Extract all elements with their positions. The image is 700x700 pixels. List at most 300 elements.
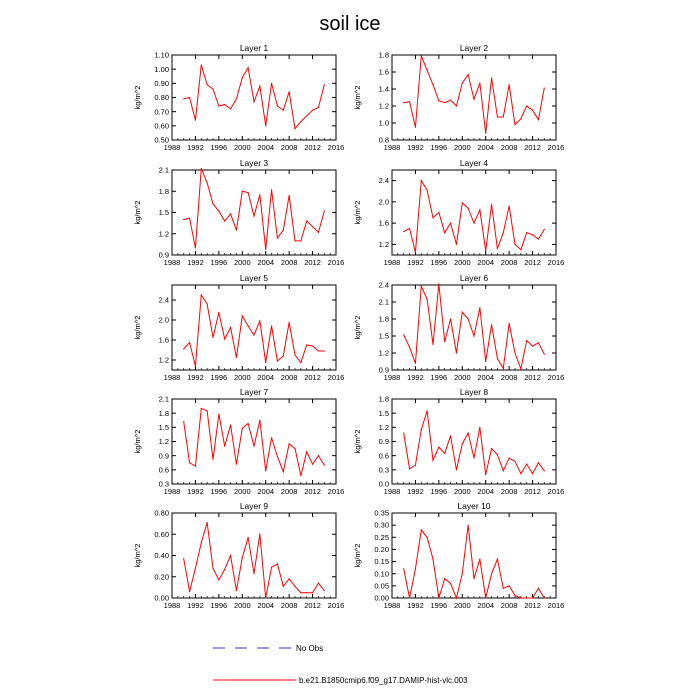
x-tick-label: 2000 <box>233 487 251 496</box>
data-point <box>259 320 260 321</box>
data-point <box>456 244 457 245</box>
data-point <box>207 410 208 411</box>
y-tick-label: 0.9 <box>158 451 169 461</box>
y-tick-label: 0.20 <box>154 572 169 582</box>
x-tick-label: 2004 <box>477 373 495 382</box>
data-point <box>503 232 504 233</box>
data-point <box>520 368 521 369</box>
x-tick-label: 2008 <box>500 373 518 382</box>
data-point <box>271 567 272 568</box>
x-tick-label: 2012 <box>524 487 541 496</box>
data-point <box>242 557 243 558</box>
data-point <box>289 91 290 92</box>
data-point <box>415 127 416 128</box>
x-tick-label: 2008 <box>280 601 298 610</box>
y-tick-label: 0.9 <box>158 250 169 260</box>
x-tick-label: 2012 <box>304 143 321 152</box>
y-tick-label: 0.6 <box>378 451 389 461</box>
x-tick-label: 2012 <box>304 487 321 496</box>
x-tick-label: 2004 <box>257 373 275 382</box>
data-point <box>283 230 284 231</box>
data-point <box>201 168 202 169</box>
data-point <box>438 100 439 101</box>
y-tick-label: 2.1 <box>378 297 389 307</box>
data-point <box>503 470 504 471</box>
data-point <box>468 318 469 319</box>
data-point <box>421 55 422 56</box>
data-point <box>236 357 237 358</box>
data-point <box>236 230 237 231</box>
data-point <box>415 465 416 466</box>
data-point <box>491 324 492 325</box>
y-tick-label: 0.10 <box>374 569 389 579</box>
data-point <box>324 350 325 351</box>
data-point <box>485 133 486 134</box>
y-axis-label: kg/m^2 <box>133 429 142 454</box>
x-tick-label: 1992 <box>407 258 424 267</box>
data-point <box>218 414 219 415</box>
data-point <box>230 213 231 214</box>
data-point <box>271 437 272 438</box>
data-point <box>438 212 439 213</box>
data-point <box>427 190 428 191</box>
data-point <box>468 208 469 209</box>
x-tick-label: 2008 <box>500 601 518 610</box>
x-tick-label: 1996 <box>430 143 448 152</box>
x-tick-label: 1996 <box>210 258 228 267</box>
y-tick-label: 1.8 <box>158 408 169 418</box>
x-tick-label: 1992 <box>407 487 424 496</box>
data-point <box>324 590 325 591</box>
data-point <box>300 240 301 241</box>
data-point <box>207 303 208 304</box>
y-tick-label: 2.0 <box>378 197 389 207</box>
x-tick-label: 2016 <box>327 373 345 382</box>
y-tick-label: 0.3 <box>378 465 389 475</box>
data-point <box>183 348 184 349</box>
series-line <box>404 181 545 253</box>
y-tick-label: 0.9 <box>378 365 389 375</box>
data-point <box>503 368 504 369</box>
panel-layer-5 <box>133 273 344 382</box>
data-point <box>318 232 319 233</box>
data-point <box>403 568 404 569</box>
x-tick-label: 1988 <box>163 601 181 610</box>
y-tick-label: 0.05 <box>374 581 389 591</box>
x-tick-label: 2016 <box>547 601 565 610</box>
data-point <box>183 98 184 99</box>
data-point <box>230 424 231 425</box>
data-point <box>224 569 225 570</box>
data-point <box>473 578 474 579</box>
data-point <box>497 116 498 117</box>
y-tick-label: 0.00 <box>154 593 169 603</box>
data-point <box>532 110 533 111</box>
data-point <box>415 363 416 364</box>
chart-title: soil ice <box>319 13 381 35</box>
data-point <box>271 83 272 84</box>
y-tick-label: 0.60 <box>154 121 169 131</box>
data-point <box>277 105 278 106</box>
data-point <box>318 107 319 108</box>
x-tick-label: 2012 <box>524 143 541 152</box>
legend-obs-label: No Obs <box>296 644 324 653</box>
data-point <box>230 327 231 328</box>
data-point <box>450 318 451 319</box>
x-tick-label: 1988 <box>383 143 401 152</box>
data-point <box>514 124 515 125</box>
data-point <box>312 464 313 465</box>
data-point <box>485 597 486 598</box>
data-point <box>479 307 480 308</box>
x-tick-label: 2016 <box>327 258 345 267</box>
data-point <box>468 525 469 526</box>
data-point <box>294 128 295 129</box>
x-tick-label: 1992 <box>187 373 204 382</box>
series-line <box>184 169 325 250</box>
data-point <box>403 334 404 335</box>
x-tick-label: 1996 <box>430 373 448 382</box>
data-point <box>312 345 313 346</box>
x-tick-label: 2016 <box>547 258 565 267</box>
data-point <box>224 338 225 339</box>
data-point <box>189 591 190 592</box>
x-tick-label: 2016 <box>547 373 565 382</box>
data-point <box>312 110 313 111</box>
panel-title: Layer 5 <box>239 273 269 283</box>
y-tick-label: 0.20 <box>374 545 389 555</box>
data-point <box>503 116 504 117</box>
data-point <box>318 583 319 584</box>
data-point <box>520 597 521 598</box>
x-tick-label: 1988 <box>163 258 181 267</box>
x-tick-label: 1992 <box>187 601 204 610</box>
x-tick-label: 1988 <box>163 373 181 382</box>
data-point <box>212 88 213 89</box>
x-tick-label: 1996 <box>210 601 228 610</box>
x-tick-label: 2016 <box>547 487 565 496</box>
x-tick-label: 2000 <box>453 487 471 496</box>
data-point <box>324 465 325 466</box>
x-tick-label: 2000 <box>233 601 251 610</box>
data-point <box>544 354 545 355</box>
data-point <box>306 344 307 345</box>
data-point <box>195 365 196 366</box>
y-tick-label: 2.1 <box>158 165 169 175</box>
data-point <box>201 294 202 295</box>
data-point <box>409 228 410 229</box>
y-tick-label: 1.5 <box>158 208 169 218</box>
y-tick-label: 0.50 <box>154 135 169 145</box>
data-point <box>491 204 492 205</box>
data-point <box>242 428 243 429</box>
y-tick-label: 0.0 <box>378 479 389 489</box>
data-point <box>538 119 539 120</box>
panel-layer-3 <box>133 158 344 267</box>
y-tick-label: 1.2 <box>158 355 169 365</box>
data-point <box>538 462 539 463</box>
data-point <box>432 559 433 560</box>
data-point <box>491 77 492 78</box>
data-point <box>253 446 254 447</box>
y-tick-label: 1.10 <box>154 50 169 60</box>
data-point <box>479 559 480 560</box>
data-point <box>497 454 498 455</box>
y-tick-label: 0.8 <box>378 135 389 145</box>
data-point <box>538 342 539 343</box>
x-tick-label: 2008 <box>280 143 298 152</box>
y-tick-label: 1.2 <box>158 229 169 239</box>
panel-layer-2 <box>353 43 564 152</box>
y-tick-label: 2.4 <box>378 280 389 290</box>
data-point <box>242 315 243 316</box>
data-point <box>277 360 278 361</box>
data-point <box>318 350 319 351</box>
y-tick-label: 1.2 <box>378 348 389 358</box>
x-tick-label: 2016 <box>327 487 345 496</box>
data-point <box>403 102 404 103</box>
data-point <box>544 88 545 89</box>
data-point <box>520 473 521 474</box>
data-point <box>218 579 219 580</box>
x-tick-label: 2008 <box>500 143 518 152</box>
panel-title: Layer 4 <box>459 158 489 168</box>
data-point <box>277 563 278 564</box>
data-point <box>497 358 498 359</box>
data-point <box>289 322 290 323</box>
data-point <box>253 101 254 102</box>
plot-frame <box>392 513 556 598</box>
y-tick-label: 0.6 <box>158 465 169 475</box>
data-point <box>306 115 307 116</box>
panel-title: Layer 3 <box>239 158 269 168</box>
data-point <box>195 247 196 248</box>
y-tick-label: 0.90 <box>154 78 169 88</box>
data-point <box>259 534 260 535</box>
data-point <box>236 590 237 591</box>
panel-layer-4 <box>353 158 564 267</box>
y-tick-label: 0.9 <box>378 437 389 447</box>
data-point <box>230 108 231 109</box>
data-point <box>421 529 422 530</box>
data-point <box>509 457 510 458</box>
plot-frame <box>172 513 336 598</box>
data-point <box>432 84 433 85</box>
data-point <box>514 244 515 245</box>
data-point <box>462 573 463 574</box>
data-point <box>514 461 515 462</box>
data-point <box>427 70 428 71</box>
x-tick-label: 1992 <box>407 601 424 610</box>
data-point <box>526 340 527 341</box>
data-point <box>462 312 463 313</box>
data-point <box>242 77 243 78</box>
data-point <box>462 82 463 83</box>
data-point <box>236 98 237 99</box>
x-tick-label: 1992 <box>407 373 424 382</box>
data-point <box>532 473 533 474</box>
y-tick-label: 1.5 <box>378 331 389 341</box>
y-tick-label: 1.2 <box>378 101 389 111</box>
y-tick-label: 0.30 <box>374 520 389 530</box>
data-point <box>509 585 510 586</box>
data-point <box>473 335 474 336</box>
data-point <box>265 249 266 250</box>
data-point <box>427 299 428 300</box>
data-point <box>503 588 504 589</box>
data-point <box>312 226 313 227</box>
x-tick-label: 2000 <box>233 143 251 152</box>
data-point <box>277 456 278 457</box>
x-tick-label: 1996 <box>210 487 228 496</box>
y-tick-label: 2.4 <box>158 295 169 305</box>
data-point <box>520 249 521 250</box>
panel-title: Layer 7 <box>239 387 269 397</box>
data-point <box>300 362 301 363</box>
data-point <box>189 97 190 98</box>
data-point <box>444 102 445 103</box>
x-tick-label: 2012 <box>304 601 321 610</box>
panel-title: Layer 2 <box>459 43 489 53</box>
data-point <box>462 202 463 203</box>
data-point <box>230 555 231 556</box>
y-tick-label: 0.80 <box>154 508 169 518</box>
y-tick-label: 2.1 <box>158 394 169 404</box>
y-tick-label: 0.70 <box>154 107 169 117</box>
y-tick-label: 1.5 <box>158 422 169 432</box>
panel-title: Layer 9 <box>239 501 269 511</box>
data-point <box>438 447 439 448</box>
data-point <box>300 592 301 593</box>
data-point <box>514 352 515 353</box>
data-point <box>248 325 249 326</box>
x-tick-label: 2012 <box>524 258 541 267</box>
x-tick-label: 2004 <box>257 601 275 610</box>
data-point <box>509 206 510 207</box>
plot-frame <box>172 399 336 484</box>
data-point <box>271 325 272 326</box>
y-tick-label: 1.8 <box>378 314 389 324</box>
data-point <box>201 64 202 65</box>
y-tick-label: 0.25 <box>374 532 389 542</box>
x-tick-label: 1996 <box>430 258 448 267</box>
x-tick-label: 2012 <box>304 258 321 267</box>
data-point <box>324 84 325 85</box>
data-point <box>520 118 521 119</box>
panel-layer-6 <box>353 273 564 382</box>
x-tick-label: 2016 <box>547 143 565 152</box>
series-line <box>184 408 325 475</box>
x-tick-label: 1988 <box>383 487 401 496</box>
data-point <box>409 101 410 102</box>
x-tick-label: 1988 <box>383 258 401 267</box>
data-point <box>253 573 254 574</box>
x-tick-label: 1996 <box>430 487 448 496</box>
data-point <box>259 194 260 195</box>
y-tick-label: 1.8 <box>158 186 169 196</box>
data-point <box>294 448 295 449</box>
y-axis-label: kg/m^2 <box>353 85 362 110</box>
data-point <box>409 597 410 598</box>
data-point <box>283 586 284 587</box>
data-point <box>224 104 225 105</box>
data-point <box>485 250 486 251</box>
x-tick-label: 2000 <box>453 373 471 382</box>
panel-layer-9 <box>133 501 344 610</box>
data-point <box>462 443 463 444</box>
data-point <box>473 99 474 100</box>
data-point <box>277 237 278 238</box>
y-tick-label: 2.0 <box>158 315 169 325</box>
data-point <box>306 220 307 221</box>
y-tick-label: 0.15 <box>374 557 389 567</box>
data-point <box>403 231 404 232</box>
data-point <box>514 595 515 596</box>
data-point <box>253 334 254 335</box>
data-point <box>509 323 510 324</box>
data-point <box>265 362 266 363</box>
x-tick-label: 2008 <box>280 258 298 267</box>
data-point <box>444 232 445 233</box>
x-tick-label: 2012 <box>304 373 321 382</box>
x-tick-label: 1988 <box>163 143 181 152</box>
y-tick-label: 1.5 <box>378 408 389 418</box>
x-tick-label: 2012 <box>524 373 541 382</box>
x-tick-label: 2004 <box>477 601 495 610</box>
x-tick-label: 1992 <box>407 143 424 152</box>
data-point <box>212 203 213 204</box>
data-point <box>248 67 249 68</box>
data-point <box>532 346 533 347</box>
y-axis-label: kg/m^2 <box>133 200 142 225</box>
x-tick-label: 2000 <box>233 373 251 382</box>
panel-title: Layer 10 <box>457 501 491 511</box>
data-point <box>468 74 469 75</box>
data-point <box>306 592 307 593</box>
data-point <box>450 435 451 436</box>
y-tick-label: 0.00 <box>374 593 389 603</box>
data-point <box>212 568 213 569</box>
data-point <box>485 474 486 475</box>
data-point <box>195 465 196 466</box>
panel-title: Layer 6 <box>459 273 489 283</box>
data-point <box>415 252 416 253</box>
data-point <box>473 457 474 458</box>
data-point <box>468 432 469 433</box>
data-point <box>294 354 295 355</box>
data-point <box>421 180 422 181</box>
data-point <box>318 455 319 456</box>
x-tick-label: 1988 <box>383 601 401 610</box>
legend <box>213 644 468 685</box>
data-point <box>427 537 428 538</box>
y-tick-label: 1.6 <box>378 218 389 228</box>
data-point <box>421 286 422 287</box>
data-point <box>224 446 225 447</box>
data-point <box>218 210 219 211</box>
y-tick-label: 0.40 <box>154 551 169 561</box>
x-tick-label: 1992 <box>187 487 204 496</box>
data-point <box>497 248 498 249</box>
y-tick-label: 0.60 <box>154 529 169 539</box>
y-tick-label: 1.00 <box>154 64 169 74</box>
data-point <box>432 344 433 345</box>
data-point <box>283 110 284 111</box>
data-point <box>207 522 208 523</box>
x-tick-label: 2008 <box>280 373 298 382</box>
x-tick-label: 1992 <box>187 143 204 152</box>
data-point <box>444 453 445 454</box>
